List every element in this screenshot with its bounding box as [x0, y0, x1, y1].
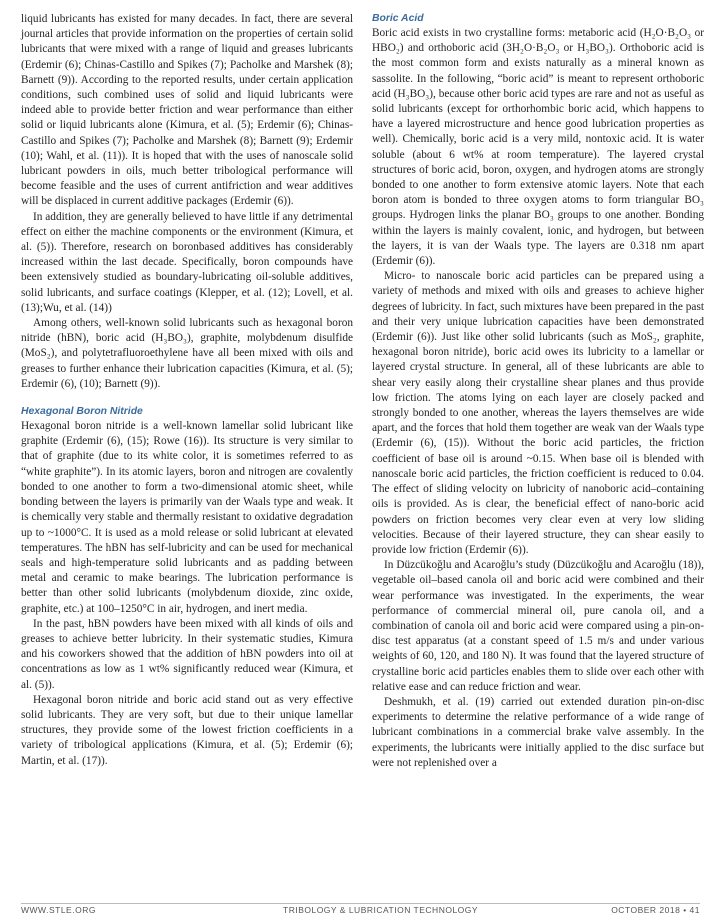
footer-website: WWW.STLE.ORG: [21, 905, 96, 915]
footer-publication: TRIBOLOGY & LUBRICATION TECHNOLOGY: [283, 905, 479, 915]
footer-date-page: OCTOBER 2018 • 41: [611, 905, 700, 915]
paragraph: In Düzcükoğlu and Acaroğlu’s study (Düzcükoğlu and Acaroğlu (18)), vegetable oil–based canola oil and boric acid were combined and their wear performance was investigated. In the experiments, the wear performance of commercial mineral oil, pure canola oil, and a combination of canola oil and boric acid were compared using a pin-on-disc test apparatus (at a constant speed of 1.5 m/s and under various weights of 60, 120, and 180 N). It was found that the layered structure of crystalline boric acid particles enables them to slide over each other with relative ease and can reduce friction and wear.: [372, 559, 704, 693]
paragraph: Deshmukh, et al. (19) carried out extended duration pin-on-disc experiments to determine the relative performance of a wide range of lubricant combinations in a commercial brake valve assembly. In the experiments, the lubricants were initially applied to the disc surface but were not replenished over a: [372, 695, 704, 769]
paragraph: In the past, hBN powders have been mixed with all kinds of oils and greases to achieve better lubricity. In their systematic studies, Kimura and his coworkers showed that the addition of hBN powders into oil at concentrations as low as 1 wt% significantly reduced wear (Kimura, et al. (5)).: [21, 617, 353, 691]
paragraph: liquid lubricants has existed for many decades. In fact, there are several journal articles that provide information on the properties of certain solid lubricants that were mixed with a range of liquid and greases lubricants (Erdemir (6); Chinas-Castillo and Spikes (7); Pacholke and Marshek (8); Barnett (9)). According to the reported results, under certain application conditions, such combined uses of solid and liquid lubricants were indeed able to provide better friction and wear performance than either solid or liquid lubricants alone (Kimura, et al. (5); Erdemir (6); Chinas- Castillo and Spikes (7); Pacholke and Marshek (8); Barnett (9); Erdemir (10); Wahl, et al. (11)). It is hoped that with the uses of nanoscale solid lubricant powders in oils, much better tribological performance will become feasible and the uses of current antifriction and wear additives will be displaced in current additive packages (Erdemir (6)).: [21, 13, 353, 208]
paragraph: Micro- to nanoscale boric acid particles can be prepared using a variety of methods and mixed with oils and greases to achieve higher degrees of lubricity. In fact, such mixtures have been prepared in the past and their very unique lubrication capacities have been demonstrated (Erdemir (6)). Just like other solid lubricants (such as MoS₂, graphite, hexagonal boron nitride), boric acid owes its lubricity to a lamellar or layered crystal structure. In general, all of these lubricants are able to shear very easily along their crystalline shear planes and thus provide low friction. The atoms lying on each layer are closely packed and strongly bonded to one another, whereas the layers themselves are wide apart, and the forces that hold them together are weak van der Waals type (Erdemir (6), (15)). Without the boric acid particles, the friction coefficient of base oil is around ~0.15. When base oil is blended with nanoscale boric acid particles, the friction coefficient is reduced to 0.04. The effect of sliding velocity on lubricity of nanoboric acid–containing oils is provided. As is clear, the beneficial effect of nano-boric acid powders on friction becomes very clear even at very low sliding velocities. Because of their layered structure, they can shear easily to provide low friction (Erdemir (6)).: [372, 270, 704, 556]
section-heading-hbn: Hexagonal Boron Nitride: [21, 406, 143, 418]
paragraph: Hexagonal boron nitride is a well-known lamellar solid lubricant like graphite (Erdemir (6), (15); Rowe (16)). Its structure is very similar to that of graphite (due to its white color, it is sometimes referred to as “white graphite”). In its atomic layers, boron and nitrogen are covalently bonded to one another to form a two-dimensional atomic sheet, while bonding between the layers is primarily van der Waals type and weak. It is chemically very stable and thermally resistant to oxidative degradation up to ~1000°C. It is used as a mold release or solid lubricant at elevated temperatures. The hBN has self-lubricity and can be used for mechanical seals and high-temperature solid lubricants and as padding between metal and ceramic to make bearings. The lubrication performance is better than other solid lubricants (molybdenum dioxide, zinc oxide, graphite, etc.) at 100–1250°C in air, hydrogen, and inert media.: [21, 420, 353, 615]
paragraph: Among others, well-known solid lubricants such as hexagonal boron nitride (hBN), boric acid (H₃BO₃), graphite, molybdenum disulfide (MoS₂), and polytetrafluoroethylene have all been mixed with oils and greases to further enhance their lubrication capacities (Kimura, et al. (5); Erdemir (6), (10); Barnett (9)).: [21, 317, 353, 390]
section-heading-boric-acid: Boric Acid: [372, 13, 424, 24]
paragraph: In addition, they are generally believed to have little if any detrimental effect on either the machine components or the environment (Kimura, et al. (5)). Therefore, research on boronbased additives has considerably increased within the last decade. Specifically, boron compounds have been extensively studied as boundary-lubricating oil-soluble additives, solid lubricants, and surface coatings (Klepper, et al. (12); Lovell, et al. (13);Wu, et al. (14)): [21, 210, 353, 314]
paragraph: Hexagonal boron nitride and boric acid stand out as very effective solid lubricants. They are very soft, but due to their unique lamellar structures, they provide some of the lowest friction coefficients in a variety of tribological applications (Kimura, et al. (5); Erdemir (6); Martin, et al. (17)).: [21, 693, 353, 767]
paragraph: Boric acid exists in two crystalline forms: metaboric acid (H₂O·B₂O₃ or HBO₂) and orthoboric acid (3H₂O·B₂O₃ or H₃BO₃). Orthoboric acid is the most common form and exists naturally as a mineral known as sassolite. In the following, “boric acid” is meant to represent orthoboric acid (H₃BO₃), because other boric acid types are rare and not as useful as solid lubricants (except for orthorhombic boric acid, which happens to have a layered microstructure and hence good lubrication properties as well). Chemically, boric acid is a very mild, nontoxic acid. It is water soluble (about 6 wt% at room temperature). The layered crystal structures of boric acid, boron, oxygen, and hydrogen atoms are strongly bonded to one another to form extensive atomic layers. Note that each boron atom is bonded to three oxygen atoms to form triangular BO₃ groups. Hydrogen links the planar BO₃ groups to one another. Bonding within the layers is mainly covalent, ionic, and hydrogen, but between the layers, it is van der Waals type. The layers are 0.318 nm apart (Erdemir (6)).: [372, 27, 704, 268]
right-column: [372, 12, 704, 771]
page-footer: [21, 903, 700, 918]
left-column: [21, 12, 353, 769]
